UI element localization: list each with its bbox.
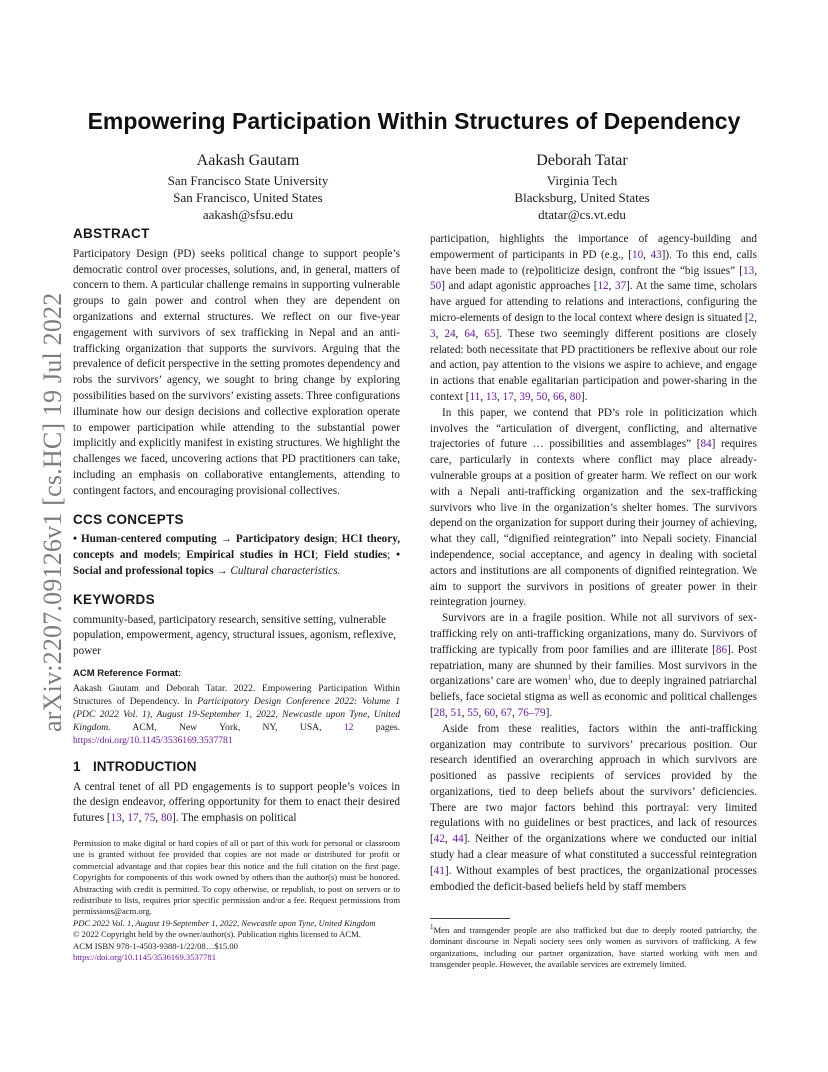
left-column: [73, 226, 400, 827]
arxiv-identifier: arXiv:2207.09126v1 [cs.HC] 19 Jul 2022: [38, 292, 67, 732]
ccs-term: ;: [387, 549, 397, 562]
isbn-line: ACM ISBN 978-1-4503-9388-1/22/08…$15.00: [73, 940, 238, 951]
abstract-text: Participatory Design (PD) seeks political change to support people’s democratic control over processes, solutions, and, in general, matters of concern to them. A particular challenge remains in supporting vulnerable groups to gain power and control when they are dependent on organizations and external structures. We reflect on our five-year engagement with survivors of sex trafficking in Nepal and an anti-trafficking organization that supports the survivors. Arguing that the prevalence of deficit perspective in the setting promotes dependency and robs the survivors’ agency, we sought to bring change by exploring possibilities based on the survivors’ existing assets. Three configurations illuminate how our design decisions and collective exploration operate to empower participation while attending to the substantial power implicitly and explicitly manifest in existing structures. We highlight the challenges we faced, uncovering actions that PD practitioners can take, including an emphasis on collaborative entanglements, attending to contingent factors, and encouraging provisional collectives.: [73, 247, 400, 497]
right-column: [430, 232, 757, 895]
citation-link[interactable]: 13: [743, 264, 755, 277]
text-run: ,: [475, 327, 485, 340]
ccs-term: ;: [334, 533, 342, 546]
citation-link[interactable]: 66: [552, 390, 565, 403]
author-email[interactable]: dtatar@cs.vt.edu: [538, 207, 626, 222]
text-run: ,: [444, 706, 451, 719]
ccs-term: ;: [315, 549, 325, 562]
text-run: ] requires care, particularly in contexts where conflict may place already-vulnerable groups at a position of greater harm. We reflect on our work with a Nepali anti-trafficking organization and the sex-trafficking survivors who live in the organization’s shelter homes. The survivors depend on the organization for support during their journey of achieving, what they call, “dignified reintegration” into Nepali society. Financial independence, social acceptance, and agency in dealing with societal actors and institutions are all components of dignified reintegration. We aim to support the survivors in positions of greater power in their reintegration journey.: [430, 438, 757, 609]
section-number: 1: [73, 758, 81, 774]
text-run: ,: [754, 264, 757, 277]
citation-link[interactable]: 2: [748, 311, 755, 324]
citation-link[interactable]: 64: [464, 327, 476, 340]
intro-tail: ]. The emphasis on political: [172, 812, 297, 825]
citation-link[interactable]: 51: [450, 706, 462, 719]
text-run: ,: [444, 833, 453, 846]
citation-link[interactable]: 44: [452, 833, 464, 846]
footnote-body: Men and transgender people are also trafficked but due to deeply rooted patriarchy, the dominant discourse in Nepali society sees only women as survivors of trafficking. A few organizations, including our partner organization, have started working with men and transgender people. However, the available services are extremely limited.: [430, 925, 757, 970]
citation-link[interactable]: 37: [614, 280, 627, 293]
abstract-heading: ABSTRACT: [73, 226, 150, 241]
text-run: ] and adapt agonistic approaches [: [441, 280, 598, 293]
text-run: ]. Without examples of best practices, the organizational processes embodied the deficit-based beliefs held by staff members: [430, 864, 757, 893]
citation-link[interactable]: 39: [519, 390, 531, 403]
citation-link[interactable]: 10: [631, 248, 644, 261]
acm-reference-authors: Aakash Gautam and Deborah Tatar. 2022. Empowering Participation Within Structures of Dependency. In: [73, 682, 400, 707]
text-run: ]. Neither of the organizations where we conducted our initial study had a clear measure of what constituted a successful reintegration [: [430, 833, 758, 877]
text-run: ,: [495, 706, 501, 719]
footnote-marker: 1: [430, 923, 434, 932]
citation-link[interactable]: 65: [484, 327, 496, 340]
text-run: participation, highlights the importance of agency-building and empowerment of participants in PD (e.g., [: [430, 233, 757, 261]
author-name: Deborah Tatar: [536, 152, 628, 169]
arxiv-stamp: [38, 292, 67, 733]
text-run: ,: [480, 390, 486, 403]
ccs-term: Empirical studies in HCI: [186, 549, 316, 562]
citation-link[interactable]: 17: [127, 812, 139, 825]
intro-heading: [73, 759, 400, 775]
permission-block: [73, 838, 400, 963]
author-affiliation: San Francisco State University: [167, 173, 329, 188]
text-run: ,: [455, 327, 465, 340]
text-run: Survivors are in a fragile position. While not all survivors of sex-trafficking rely on anti-trafficking organizations, many do. Survivors of trafficking are typically from poor families and are illiterate [: [430, 612, 757, 656]
text-run: ]. At the same time, scholars have argued for attending to relations and interactions, configuring the micro-elements of design to the local context where design is situated [: [430, 280, 757, 324]
text-run: who, due to deeply ingrained patriarchal beliefs, face societal stigma as well as economic and political challenges [: [430, 675, 757, 719]
section-title: INTRODUCTION: [93, 758, 197, 774]
body-paragraph: [430, 232, 757, 406]
citation-link[interactable]: 24: [444, 327, 456, 340]
text-run: ,: [608, 280, 615, 293]
text-run: ,: [478, 706, 485, 719]
ccs-heading: CCS CONCEPTS: [73, 511, 184, 527]
citation-separator: ,: [121, 812, 128, 825]
pages-link[interactable]: 12: [343, 721, 354, 733]
ccs-term: Cultural characteristics.: [230, 564, 341, 577]
text-run: ]. These two seemingly different positions are closely related: both necessitate that PD practitioners be reflexive about our role and action, pay attention to the visions we aspire to achieve, and engage in actions that enable egalitarian participation and power-sharing in the context [: [430, 327, 758, 403]
footnote-ref[interactable]: 1: [567, 673, 572, 682]
author-location: Blacksburg, United States: [514, 190, 650, 205]
paper-title: Empowering Participation Within Structures of Dependency: [87, 108, 741, 134]
text-run: ].: [545, 706, 553, 719]
permission-doi-link[interactable]: https://doi.org/10.1145/3536169.3537781: [73, 952, 216, 963]
keywords-heading: KEYWORDS: [73, 591, 155, 607]
permission-text: Permission to make digital or hard copies of all or part of this work for personal or classroom use is granted without fee provided that copies are not made or distributed for profit or commercial advantage and that copies bear this notice and the full citation on the first page. Copyrights for components of this work owned by others than the author(s) must be honored. Abstracting with credit is permitted. To copy otherwise, or republish, to post on servers or to redistribute to lists, requires prior specific permission and/or a fee. Request permissions from permissions@acm.org.: [73, 838, 400, 917]
citation-link[interactable]: 12: [597, 280, 609, 293]
text-run: ,: [564, 390, 570, 403]
acm-reference-text: [73, 682, 400, 747]
intro-paragraph: [73, 780, 400, 827]
text-run: ,: [512, 706, 518, 719]
ccs-text: [73, 532, 400, 579]
citation-link[interactable]: 17: [502, 390, 514, 403]
citation-link[interactable]: 50: [536, 390, 548, 403]
doi-link[interactable]: https://doi.org/10.1145/3536169.3537781: [73, 734, 233, 746]
ccs-term: Field studies: [324, 549, 388, 562]
author-location: San Francisco, United States: [173, 190, 323, 205]
citation-link[interactable]: 13: [110, 812, 122, 825]
acm-reference-label: ACM Reference Format:: [73, 667, 182, 679]
ccs-term: • Social and professional topics: [73, 549, 401, 577]
acm-reference-pages-suffix: pages.: [353, 721, 401, 733]
citation-link[interactable]: 80: [569, 390, 581, 403]
body-paragraph: [430, 722, 757, 896]
citation-link[interactable]: 11: [469, 390, 481, 403]
body-paragraph: [430, 611, 757, 722]
citation-link[interactable]: 13: [485, 390, 498, 403]
conference-line: PDC 2022 Vol. 1, August 19-September 1, 2022, Newcastle upon Tyne, United Kingdom: [73, 917, 376, 928]
author-affiliation: Virginia Tech: [546, 173, 618, 188]
footnote-rule: [430, 918, 510, 919]
text-run: ,: [513, 390, 520, 403]
footnote-text: [430, 925, 757, 971]
acm-reference-venue: Participatory Design Conference 2022: Volume 1 (PDC 2022 Vol. 1), August 19-September 1, 2022, Newcastle upon Tyne, United Kingdom.: [73, 695, 400, 733]
text-run: ,: [754, 311, 757, 324]
text-run: ]. Post repatriation, many are shunned by their families. Most survivors in the organizations’ care are women: [430, 643, 757, 688]
author-block: [98, 150, 398, 223]
body-paragraph: [430, 406, 757, 611]
author-email[interactable]: aakash@sfsu.edu: [202, 207, 294, 222]
author-name: Aakash Gautam: [196, 152, 300, 169]
citation-link[interactable]: 3: [430, 327, 436, 340]
citation-separator: ,: [155, 812, 161, 825]
citation-link[interactable]: 28: [433, 706, 445, 719]
ccs-term: • Human-centered computing → Participatory design: [73, 533, 335, 546]
footnote: [430, 908, 757, 971]
intro-lead: A central tenet of all PD engagements is to support people’s voices in the design endeavor, offering opportunity for them to enact their desired futures [: [73, 780, 400, 825]
text-run: ,: [530, 390, 537, 403]
citation-link[interactable]: 60: [484, 706, 496, 719]
ccs-term: HCI theory, concepts and models: [73, 533, 400, 562]
keywords-text: community-based, participatory research, sensitive setting, vulnerable population, empowerment, agency, structural issues, agonism, reflexive, power: [73, 613, 396, 658]
citation-link[interactable]: 75: [144, 812, 156, 825]
text-run: In this paper, we contend that PD’s role in politicization which involves the “articulation of divergent, conflicting, and alternative trajectories of future … possibilities and assemblages” [: [430, 406, 757, 451]
citation-link[interactable]: 84: [700, 438, 712, 451]
citation-link[interactable]: 86: [715, 643, 728, 656]
citation-link[interactable]: 67: [500, 706, 513, 719]
text-run: ]). To this end, calls have been made to (re)politicize design, confront the “big issues” [: [430, 248, 757, 277]
citation-link[interactable]: 80: [160, 812, 173, 825]
text-run: ,: [643, 248, 651, 261]
ccs-term: →: [213, 564, 231, 577]
citation-link[interactable]: 42: [433, 833, 445, 846]
text-run: ,: [547, 390, 553, 403]
text-run: ].: [580, 390, 588, 403]
citation-link[interactable]: 41: [433, 864, 445, 877]
text-run: ,: [461, 706, 468, 719]
text-run: Aside from these realities, factors within the anti-trafficking organization may contribute to survivors’ precarious position. Our research identified an overarching approach in which survivors are positioned as passive recipients of services provided by the organizations, tied to deep beliefs about the survivors’ deficiencies. There are two major factors behind this portrayal: very limited regulations with no guidelines or best practices, and lack of resources [: [430, 722, 757, 846]
author-block: [432, 150, 732, 223]
text-run: ,: [497, 390, 503, 403]
citation-separator: ,: [138, 812, 145, 825]
copyright-line: © 2022 Copyright held by the owner/author(s). Publication rights licensed to ACM.: [73, 929, 361, 940]
citation-link[interactable]: 76–79: [517, 706, 546, 719]
citation-link[interactable]: 50: [430, 280, 442, 293]
ccs-term: ;: [177, 549, 187, 562]
citation-link[interactable]: 55: [467, 706, 479, 719]
acm-reference-publisher: ACM, New York, NY, USA,: [110, 721, 344, 733]
text-run: ,: [435, 327, 445, 340]
citation-link[interactable]: 43: [650, 248, 662, 261]
